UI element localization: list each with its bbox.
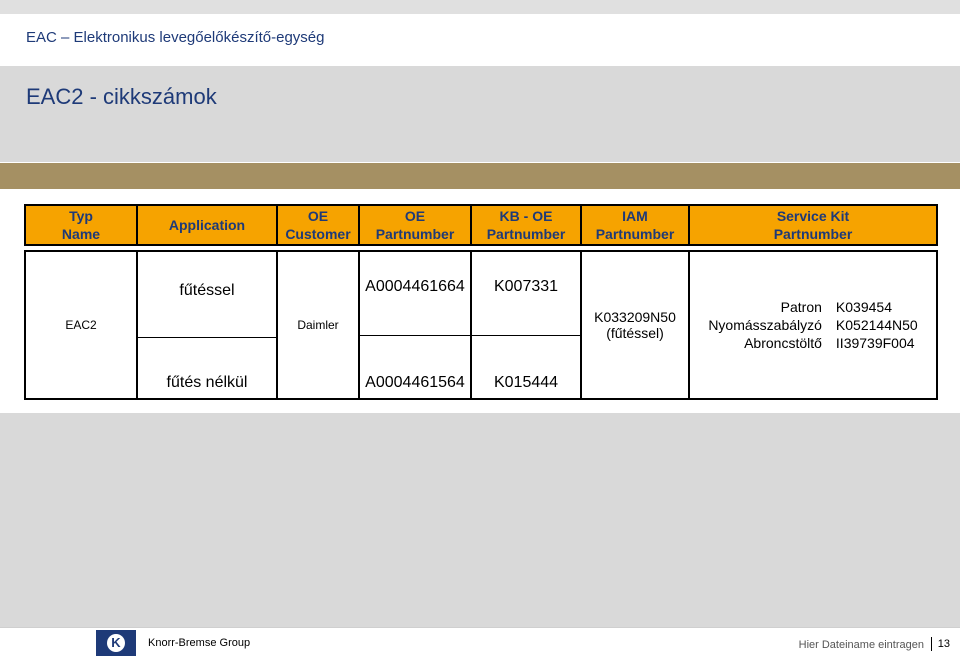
page-title: EAC2 - cikkszámok — [26, 84, 217, 109]
content-band — [0, 413, 960, 627]
table-header-row — [25, 205, 937, 245]
header-typ-name: Typ Name — [25, 205, 137, 245]
oe-partnumber-unheated: A0004461564 — [365, 374, 465, 391]
kit-number: K052144N50 — [835, 317, 918, 333]
top-strip — [0, 0, 960, 14]
kit-name: Nyomásszabályzó — [708, 317, 822, 333]
cell-oe-partnumber — [359, 251, 471, 399]
header-service-kit: Service Kit Partnumber — [689, 205, 937, 245]
oe-partnumber-heated: A0004461664 — [360, 252, 470, 336]
footer — [0, 627, 960, 656]
kit-number: K039454 — [835, 299, 892, 315]
application-unheated: fűtés nélkül — [166, 374, 248, 391]
company-name: Knorr-Bremse Group — [148, 637, 251, 649]
table-row — [25, 251, 937, 399]
kb-partnumber-unheated: K015444 — [493, 374, 559, 391]
cell-application — [137, 251, 277, 399]
header-iam-partnumber: IAM Partnumber — [581, 205, 689, 245]
cell-iam-partnumber — [581, 251, 689, 399]
footer-filename: Hier Dateiname eintragen — [798, 639, 924, 651]
logo-k-icon: K — [107, 634, 125, 652]
header-oe-customer: OE Customer — [277, 205, 359, 245]
knorr-bremse-logo — [96, 630, 136, 656]
cell-service-kit — [689, 251, 937, 399]
header-title: EAC – Elektronikus levegőelőkészítő-egység — [26, 29, 325, 46]
iam-number: K033209N50 — [594, 309, 676, 325]
kit-name: Abroncstöltő — [744, 335, 822, 351]
partnumber-table — [24, 204, 938, 400]
page-number: 13 — [931, 637, 950, 651]
cell-typ-name: EAC2 — [25, 251, 137, 399]
kit-number: II39739F004 — [835, 335, 915, 351]
iam-note: (fűtéssel) — [606, 325, 664, 341]
cell-kb-oe-partnumber — [471, 251, 581, 399]
title-band — [0, 66, 960, 162]
accent-bar — [0, 163, 960, 189]
kb-partnumber-heated: K007331 — [472, 252, 580, 336]
header-oe-partnumber: OE Partnumber — [359, 205, 471, 245]
header-kb-oe-partnumber: KB - OE Partnumber — [471, 205, 581, 245]
header-application: Application — [137, 205, 277, 245]
cell-oe-customer: Daimler — [277, 251, 359, 399]
application-heated: fűtéssel — [138, 252, 276, 338]
kit-name: Patron — [780, 299, 822, 315]
